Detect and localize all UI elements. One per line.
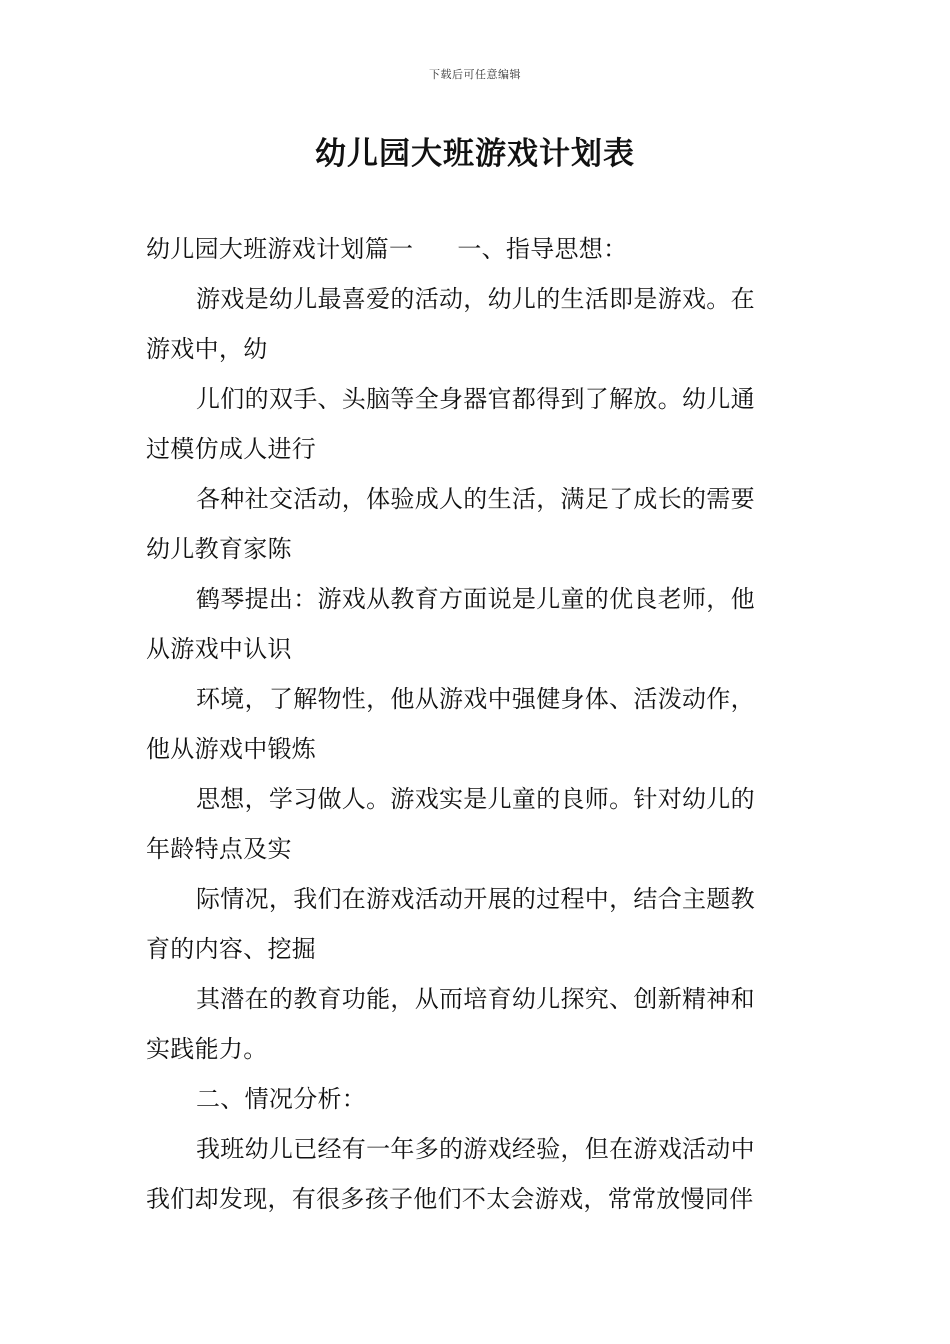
text-line: 他从游戏中锻炼 — [146, 735, 317, 763]
text-line: 思想，学习做人。游戏实是儿童的良师。针对幼儿的 — [196, 785, 755, 813]
text-line: 实践能力。 — [146, 1035, 268, 1063]
text-line: 年龄特点及实 — [146, 835, 292, 863]
text-line: 我们却发现，有很多孩子他们不太会游戏，常常放慢同伴 — [146, 1185, 754, 1213]
paragraph-lines — [146, 282, 808, 1232]
text-line: 游戏是幼儿最喜爱的活动，幼儿的生活即是游戏。在 — [196, 285, 755, 313]
text-line: 二、情况分析： — [196, 1085, 367, 1113]
text-line: 过模仿成人进行 — [146, 435, 317, 463]
text-line: 育的内容、挖掘 — [146, 935, 317, 963]
text-line: 际情况，我们在游戏活动开展的过程中，结合主题教 — [196, 885, 755, 913]
text-line: 从游戏中认识 — [146, 635, 292, 663]
intro-line — [146, 232, 808, 282]
text-line: 儿们的双手、头脑等全身器官都得到了解放。幼儿通 — [196, 385, 755, 413]
text-line: 环境，了解物性，他从游戏中强健身体、活泼动作， — [196, 685, 755, 713]
text-line: 幼儿教育家陈 — [146, 535, 292, 563]
header-note: 下载后可任意编辑 — [429, 68, 521, 81]
text-line: 鹤琴提出：游戏从教育方面说是儿童的优良老师，他 — [196, 585, 755, 613]
intro-part-b: 一、指导思想： — [457, 235, 628, 263]
text-line: 游戏中，幼 — [146, 335, 268, 363]
text-line: 我班幼儿已经有一年多的游戏经验，但在游戏活动中 — [196, 1135, 755, 1163]
document-title: 幼儿园大班游戏计划表 — [315, 136, 635, 172]
document-body — [146, 232, 808, 1232]
intro-part-a: 幼儿园大班游戏计划篇一 — [146, 235, 414, 263]
text-line: 各种社交活动，体验成人的生活，满足了成长的需要 — [196, 485, 755, 513]
text-line: 其潜在的教育功能，从而培育幼儿探究、创新精神和 — [196, 985, 755, 1013]
